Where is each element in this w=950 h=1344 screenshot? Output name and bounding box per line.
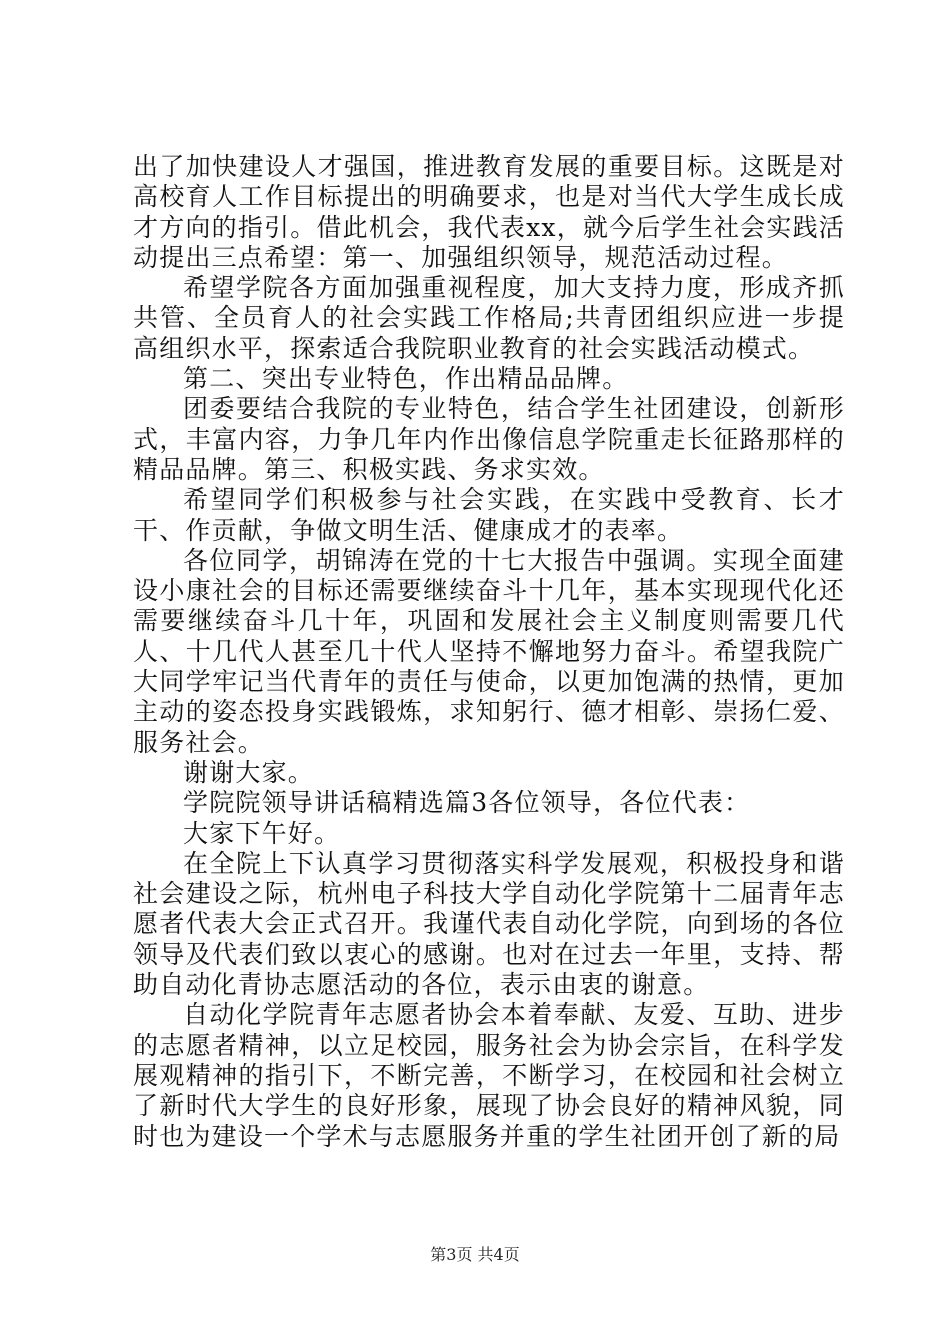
paragraph: 自动化学院青年志愿者协会本着奉献、友爱、互助、进步的志愿者精神，以立足校园，服务社会为协会宗旨，在科学发展观精神的指引下，不断完善，不断学习，在校园和社会树立了新时代大学生的良好形象，展现了协会良好的精神风貌，同时也为建设一个学术与志愿服务并重的学生社团开创了新的局 — [133, 1000, 845, 1151]
paragraph: 希望同学们积极参与社会实践，在实践中受教育、长才干、作贡献，争做文明生活、健康成才的表率。 — [133, 485, 845, 545]
page-number: 第3页 共4页 — [430, 1245, 520, 1264]
paragraph: 第二、突出专业特色，作出精品品牌。 — [183, 364, 629, 394]
paragraph: 出了加快建设人才强国，推进教育发展的重要目标。这既是对高校育人工作目标提出的明确要求，也是对当代大学生成长成才方向的指引。借此机会，我代表xx，就今后学生社会实践活动提出三点希望：第一、加强组织领导，规范活动过程。 — [133, 152, 845, 272]
document-body — [133, 152, 845, 1152]
paragraph: 团委要结合我院的专业特色，结合学生社团建设，创新形式，丰富内容，力争几年内作出像信息学院重走长征路那样的精品品牌。第三、积极实践、务求实效。 — [133, 394, 845, 484]
paragraph: 谢谢大家。 — [183, 757, 315, 787]
paragraph: 各位同学，胡锦涛在党的十七大报告中强调。实现全面建设小康社会的目标还需要继续奋斗十几年，基本实现现代化还需要继续奋斗几十年，巩固和发展社会主义制度则需要几代人、十几代人甚至几十代人坚持不懈地努力奋斗。希望我院广大同学牢记当代青年的责任与使命，以更加饱满的热情，更加主动的姿态投身实践锻炼，求知躬行、德才相彰、崇扬仁爱、服务社会。 — [133, 545, 845, 757]
paragraph: 大家下午好。 — [183, 818, 341, 848]
paragraph: 在全院上下认真学习贯彻落实科学发展观，积极投身和谐社会建设之际，杭州电子科技大学自动化学院第十二届青年志愿者代表大会正式召开。我谨代表自动化学院，向到场的各位领导及代表们致以衷心的感谢。也对在过去一年里，支持、帮助自动化青协志愿活动的各位，表示由衷的谢意。 — [133, 848, 845, 1000]
paragraph: 学院院领导讲话稿精选篇3各位领导，各位代表： — [183, 788, 751, 818]
paragraph: 希望学院各方面加强重视程度，加大支持力度，形成齐抓共管、全员育人的社会实践工作格局;共青团组织应进一步提高组织水平，探索适合我院职业教育的社会实践活动模式。 — [133, 273, 845, 363]
